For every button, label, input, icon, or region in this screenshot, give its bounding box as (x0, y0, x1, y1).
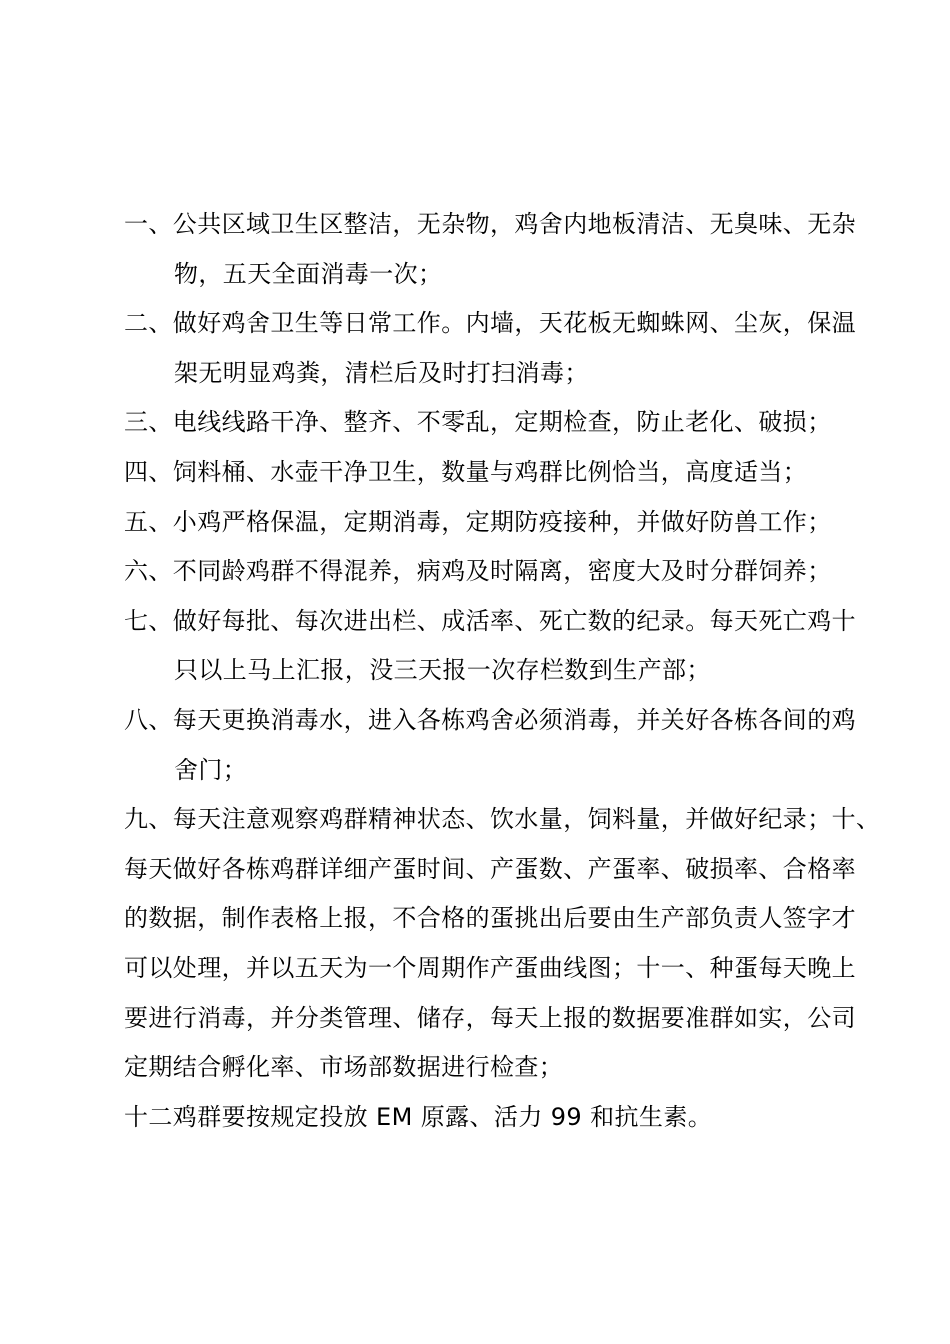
text-line: 物，五天全面消毒一次； (174, 259, 443, 288)
text-line: 三、电线线路干净、整齐、不零乱，定期检查，防止老化、破损； (124, 408, 832, 437)
text-line: 一、公共区域卫生区整洁，无杂物，鸡舍内地板清洁、无臭味、无杂 (124, 210, 856, 238)
text-line: 四、饲料桶、水壶干净卫生，数量与鸡群比例恰当，高度适当； (124, 457, 808, 486)
text-line: 舍门； (174, 755, 248, 784)
text-line: 只以上马上汇报，没三天报一次存栏数到生产部； (174, 656, 711, 685)
text-line: 定期结合孵化率、市场部数据进行检查； (124, 1053, 564, 1082)
text-line: 二、做好鸡舍卫生等日常工作。内墙，天花板无蜘蛛网、尘灰，保温 (124, 309, 856, 338)
text-line: 要进行消毒，并分类管理、储存，每天上报的数据要准群如实，公司 (124, 1003, 856, 1032)
text-line: 可以处理，并以五天为一个周期作产蛋曲线图；十一、种蛋每天晚上 (124, 953, 856, 982)
text-line: 七、做好每批、每次进出栏、成活率、死亡数的纪录。每天死亡鸡十 (124, 606, 856, 635)
text-line: 八、每天更换消毒水，进入各栋鸡舍必须消毒，并关好各栋各间的鸡 (124, 705, 856, 734)
text-line: 十二鸡群要按规定投放 EM 原露、活力 99 和抗生素。 (124, 1102, 713, 1131)
text-line: 六、不同龄鸡群不得混养，病鸡及时隔离，密度大及时分群饲养； (124, 557, 832, 586)
text-line: 每天做好各栋鸡群详细产蛋时间、产蛋数、产蛋率、破损率、合格率 (124, 854, 856, 883)
document-body (124, 200, 881, 1142)
text-line: 架无明显鸡粪，清栏后及时打扫消毒； (174, 358, 589, 387)
text-line: 的数据，制作表格上报，不合格的蛋挑出后要由生产部负责人签字才 (124, 904, 856, 933)
text-line: 五、小鸡严格保温，定期消毒，定期防疫接种，并做好防兽工作； (124, 507, 832, 536)
text-line: 九、每天注意观察鸡群精神状态、饮水量，饲料量，并做好纪录；十、 (124, 805, 881, 834)
